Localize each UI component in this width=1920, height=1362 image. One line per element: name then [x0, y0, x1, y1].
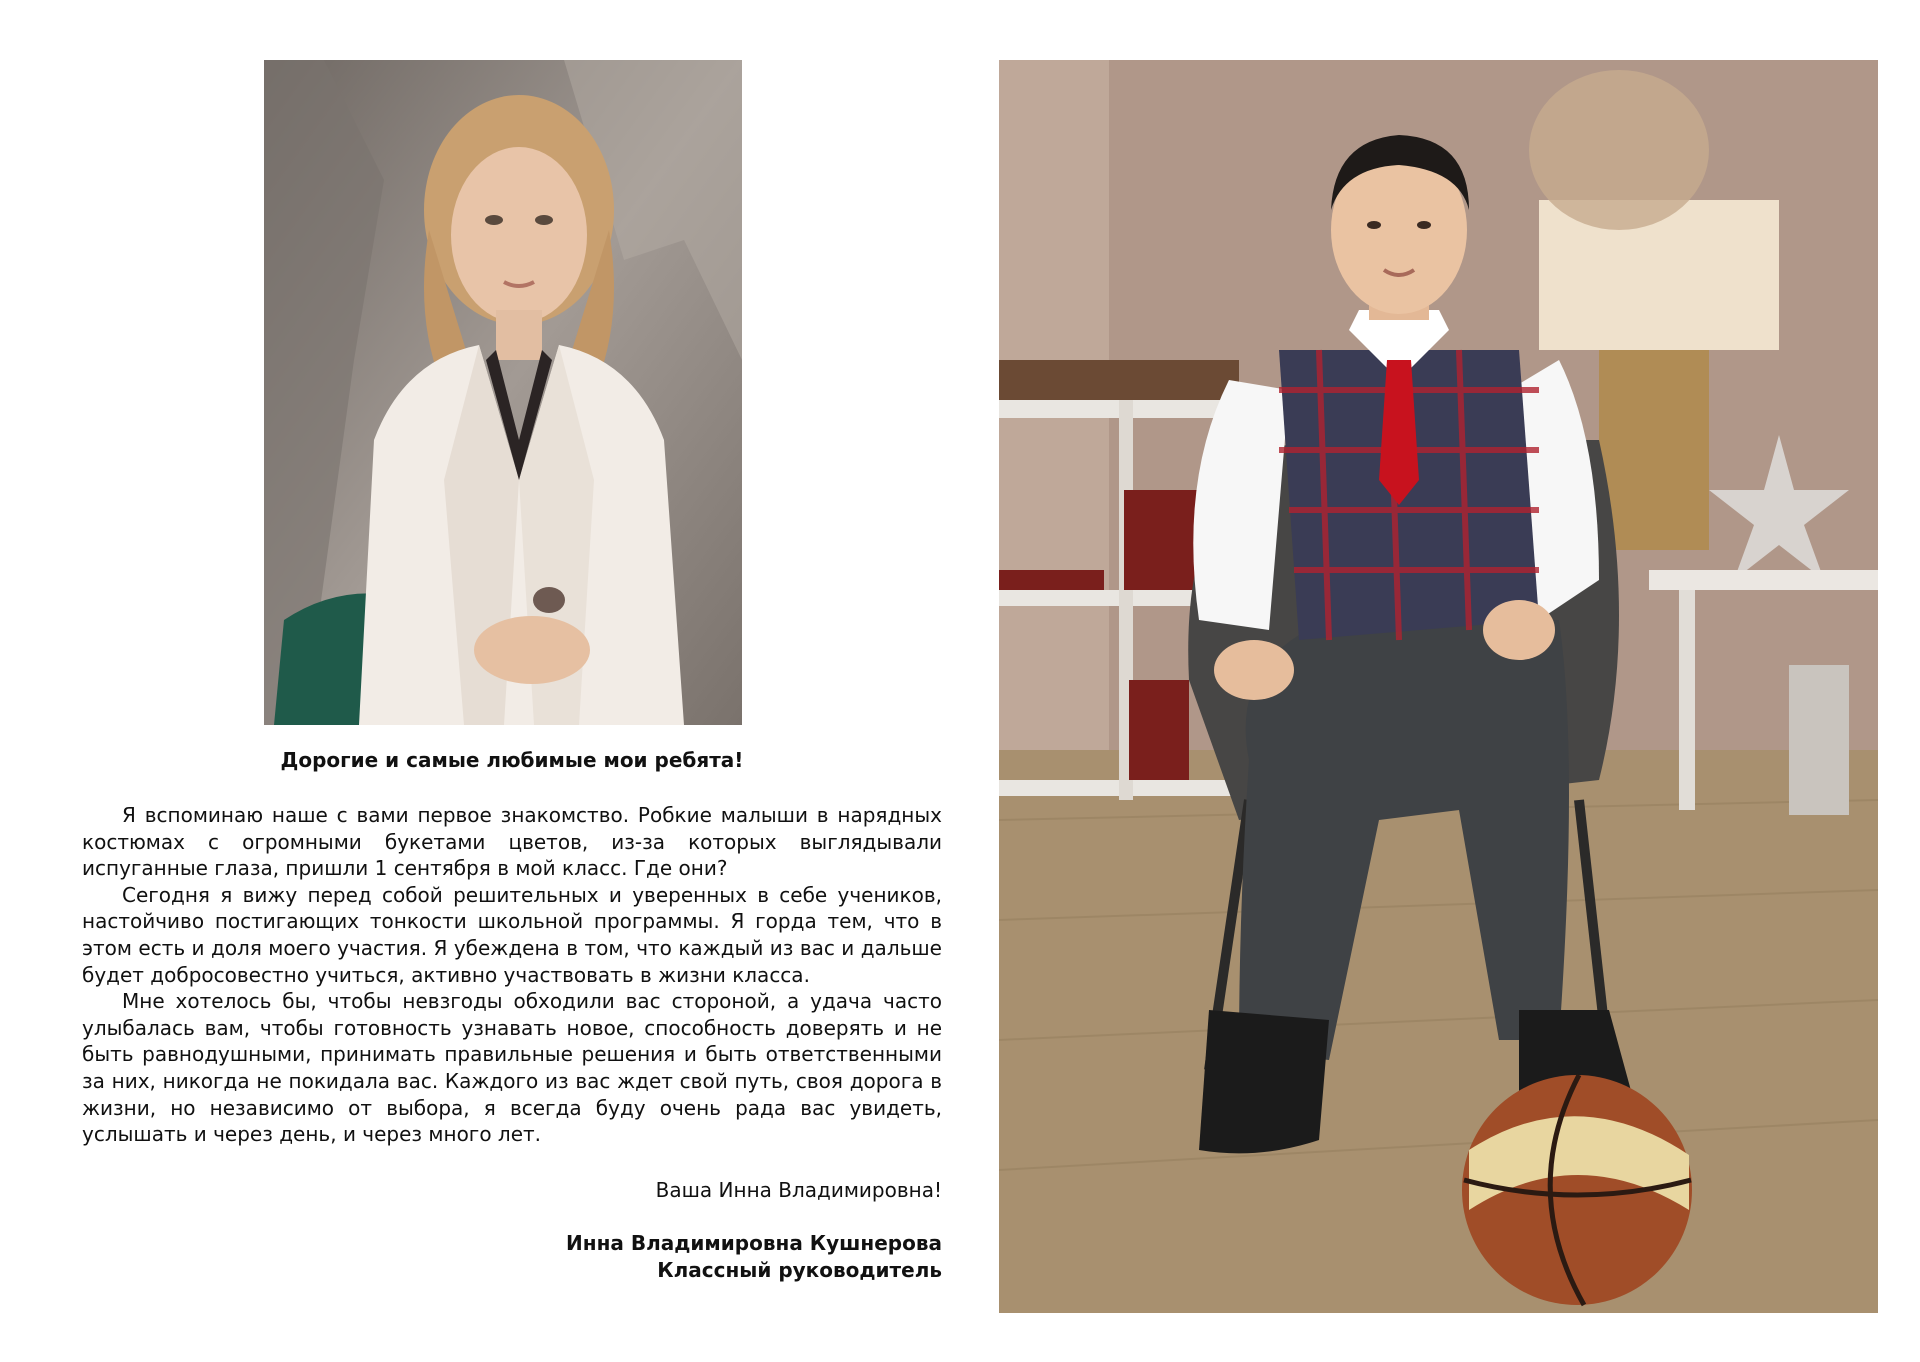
letter-body [82, 802, 942, 1148]
student-illustration [999, 60, 1878, 1313]
letter-paragraph: Я вспоминаю наше с вами первое знакомство. Робкие малыши в нарядных костюмах с огромными букетами цветов, из-за которых выглядывали испуганные глаза, пришли 1 сентября в мой класс. Где они? [82, 803, 942, 881]
student-photo [999, 60, 1878, 1313]
signature-name: Инна Владимировна Кушнерова [566, 1231, 942, 1255]
teacher-illustration [264, 60, 742, 725]
signature-role: Классный руководитель [657, 1258, 942, 1282]
letter-paragraph: Мне хотелось бы, чтобы невзгоды обходили вас стороной, а удача часто улыбалась вам, чтобы готовность узнавать новое, способность доверять и не быть равнодушными, принимать правильные решения и быть ответственными за них, никогда не покидала вас. Каждого из вас ждет свой путь, своя дорога в жизни, но независимо от выбора, я всегда буду очень рада вас увидеть, услышать и через день, и через много лет. [82, 989, 942, 1147]
signature [82, 1230, 942, 1284]
letter-title: Дорогие и самые любимые мои ребята! [280, 748, 744, 772]
teacher-photo [264, 60, 742, 725]
letter-closing: Ваша Инна Владимировна! [655, 1178, 942, 1202]
letter-paragraph: Сегодня я вижу перед собой решительных и уверенных в себе учеников, настойчиво постигающих тонкости школьной программы. Я горда тем, что в этом есть и доля моего участия. Я убеждена в том, что каждый из вас и дальше будет добросовестно учиться, активно участвовать в жизни класса. [82, 882, 942, 987]
